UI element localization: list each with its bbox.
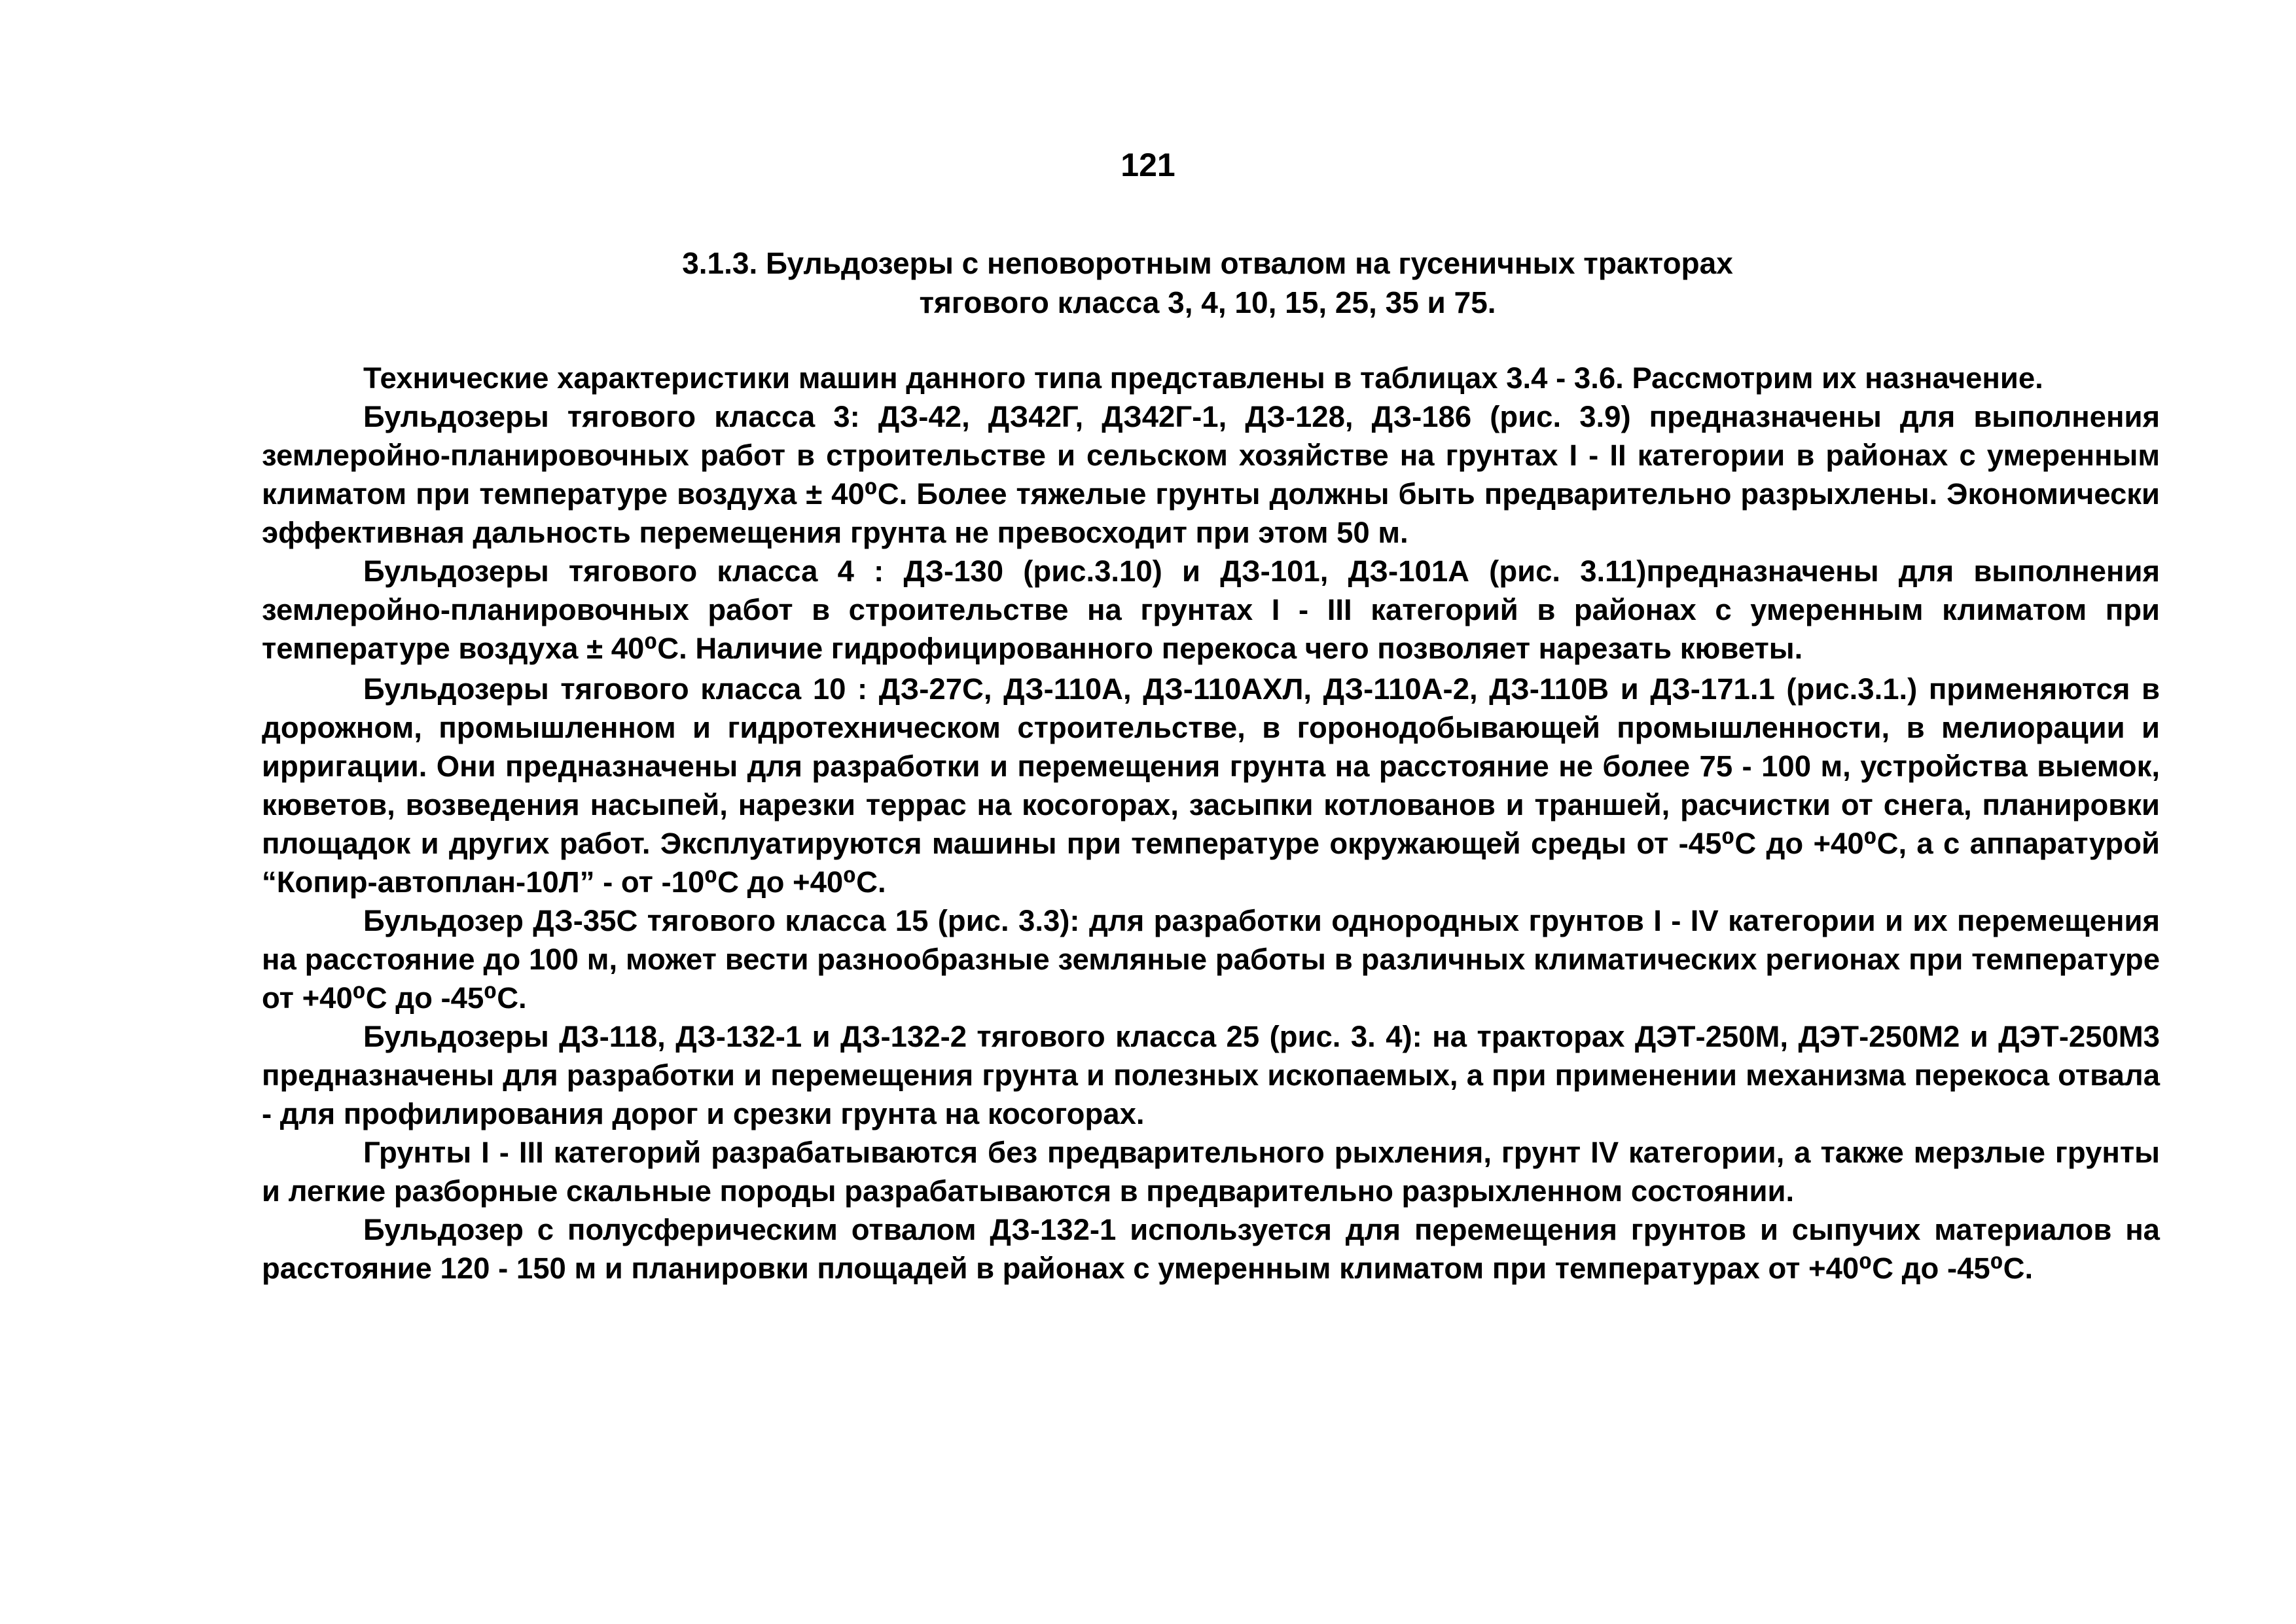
page-number: 121	[1121, 147, 1175, 183]
paragraph-class-3: Бульдозеры тягового класса 3: ДЗ-42, ДЗ42Г, ДЗ42Г-1, ДЗ-128, ДЗ-186 (рис. 3.9) предназначены для выполнения землеройно-планировочных работ в строительстве и сельском хозяйстве на грунтах I - II категории в районах с умеренным климатом при температуре воздуха ± 40⁰С. Более тяжелые грунты должны быть предварительно разрыхлены. Экономически эффективная дальность перемещения грунта не превосходит при этом 50 м.	[262, 400, 2160, 549]
paragraph-class-4: Бульдозеры тягового класса 4 : ДЗ-130 (рис.3.10) и ДЗ-101, ДЗ-101А (рис. 3.11)предназначены для выполнения землеройно-планировочных работ в строительстве на грунтах I - III категорий в районах с умеренным климатом при температуре воздуха ± 40⁰С. Наличие гидрофицированного перекоса чего позволяет нарезать кюветы.	[262, 554, 2160, 665]
section-heading-line-1: 3.1.3. Бульдозеры с неповоротным отвалом на гусеничных тракторах	[682, 246, 1733, 280]
paragraph-hemispherical-blade: Бульдозер с полусферическим отвалом ДЗ-132-1 используется для перемещения грунтов и сыпучих материалов на расстояние 120 - 150 м и планировки площадей в районах с умеренным климатом при температурах от +40⁰С до -45⁰С.	[262, 1213, 2160, 1285]
paragraph-class-25: Бульдозеры ДЗ-118, ДЗ-132-1 и ДЗ-132-2 тягового класса 25 (рис. 3. 4): на тракторах ДЭТ-250М, ДЭТ-250М2 и ДЭТ-250М3 предназначены для разработки и перемещения грунта и полезных ископаемых, а при применении механизма перекоса отвала - для профилирования дорог и срезки грунта на косогорах.	[262, 1020, 2160, 1130]
body-text	[262, 359, 2160, 1288]
section-heading-line-2: тягового класса 3, 4, 10, 15, 25, 35 и 75.	[919, 285, 1496, 319]
paragraph-class-10: Бульдозеры тягового класса 10 : ДЗ-27С, ДЗ-110А, ДЗ-110АХЛ, ДЗ-110А-2, ДЗ-110В и ДЗ-171.1 (рис.3.1.) применяются в дорожном, промышленном и гидротехническом строительстве, в горонодобывающей промышленности, в мелиорации и ирригации. Они предназначены для разработки и перемещения грунта на расстояние не более 75 - 100 м, устройства выемок, кюветов, возведения насыпей, нарезки террас на косогорах, засыпки котлованов и траншей, расчистки от снега, планировки площадок и других работ. Эксплуатируются машины при температуре окружающей среды от -45⁰С до +40⁰С, а с аппаратурой “Копир-автоплан-10Л” - от -10⁰С до +40⁰С.	[262, 672, 2160, 899]
section-heading	[589, 244, 1826, 322]
paragraph-intro: Технические характеристики машин данного типа представлены в таблицах 3.4 - 3.6. Рассмотрим их назначение.	[363, 361, 2043, 395]
paragraph-soil-categories: Грунты I - III категорий разрабатываются без предварительного рыхления, грунт IV категории, а также мерзлые грунты и легкие разборные скальные породы разрабатываются в предварительно разрыхленном состоянии.	[262, 1136, 2160, 1208]
paragraph-class-15: Бульдозер ДЗ-35С тягового класса 15 (рис. 3.3): для разработки однородных грунтов I - IV категории и их перемещения на расстояние до 100 м, может вести разнообразные земляные работы в различных климатических регионах при температуре от +40⁰С до -45⁰С.	[262, 904, 2160, 1015]
